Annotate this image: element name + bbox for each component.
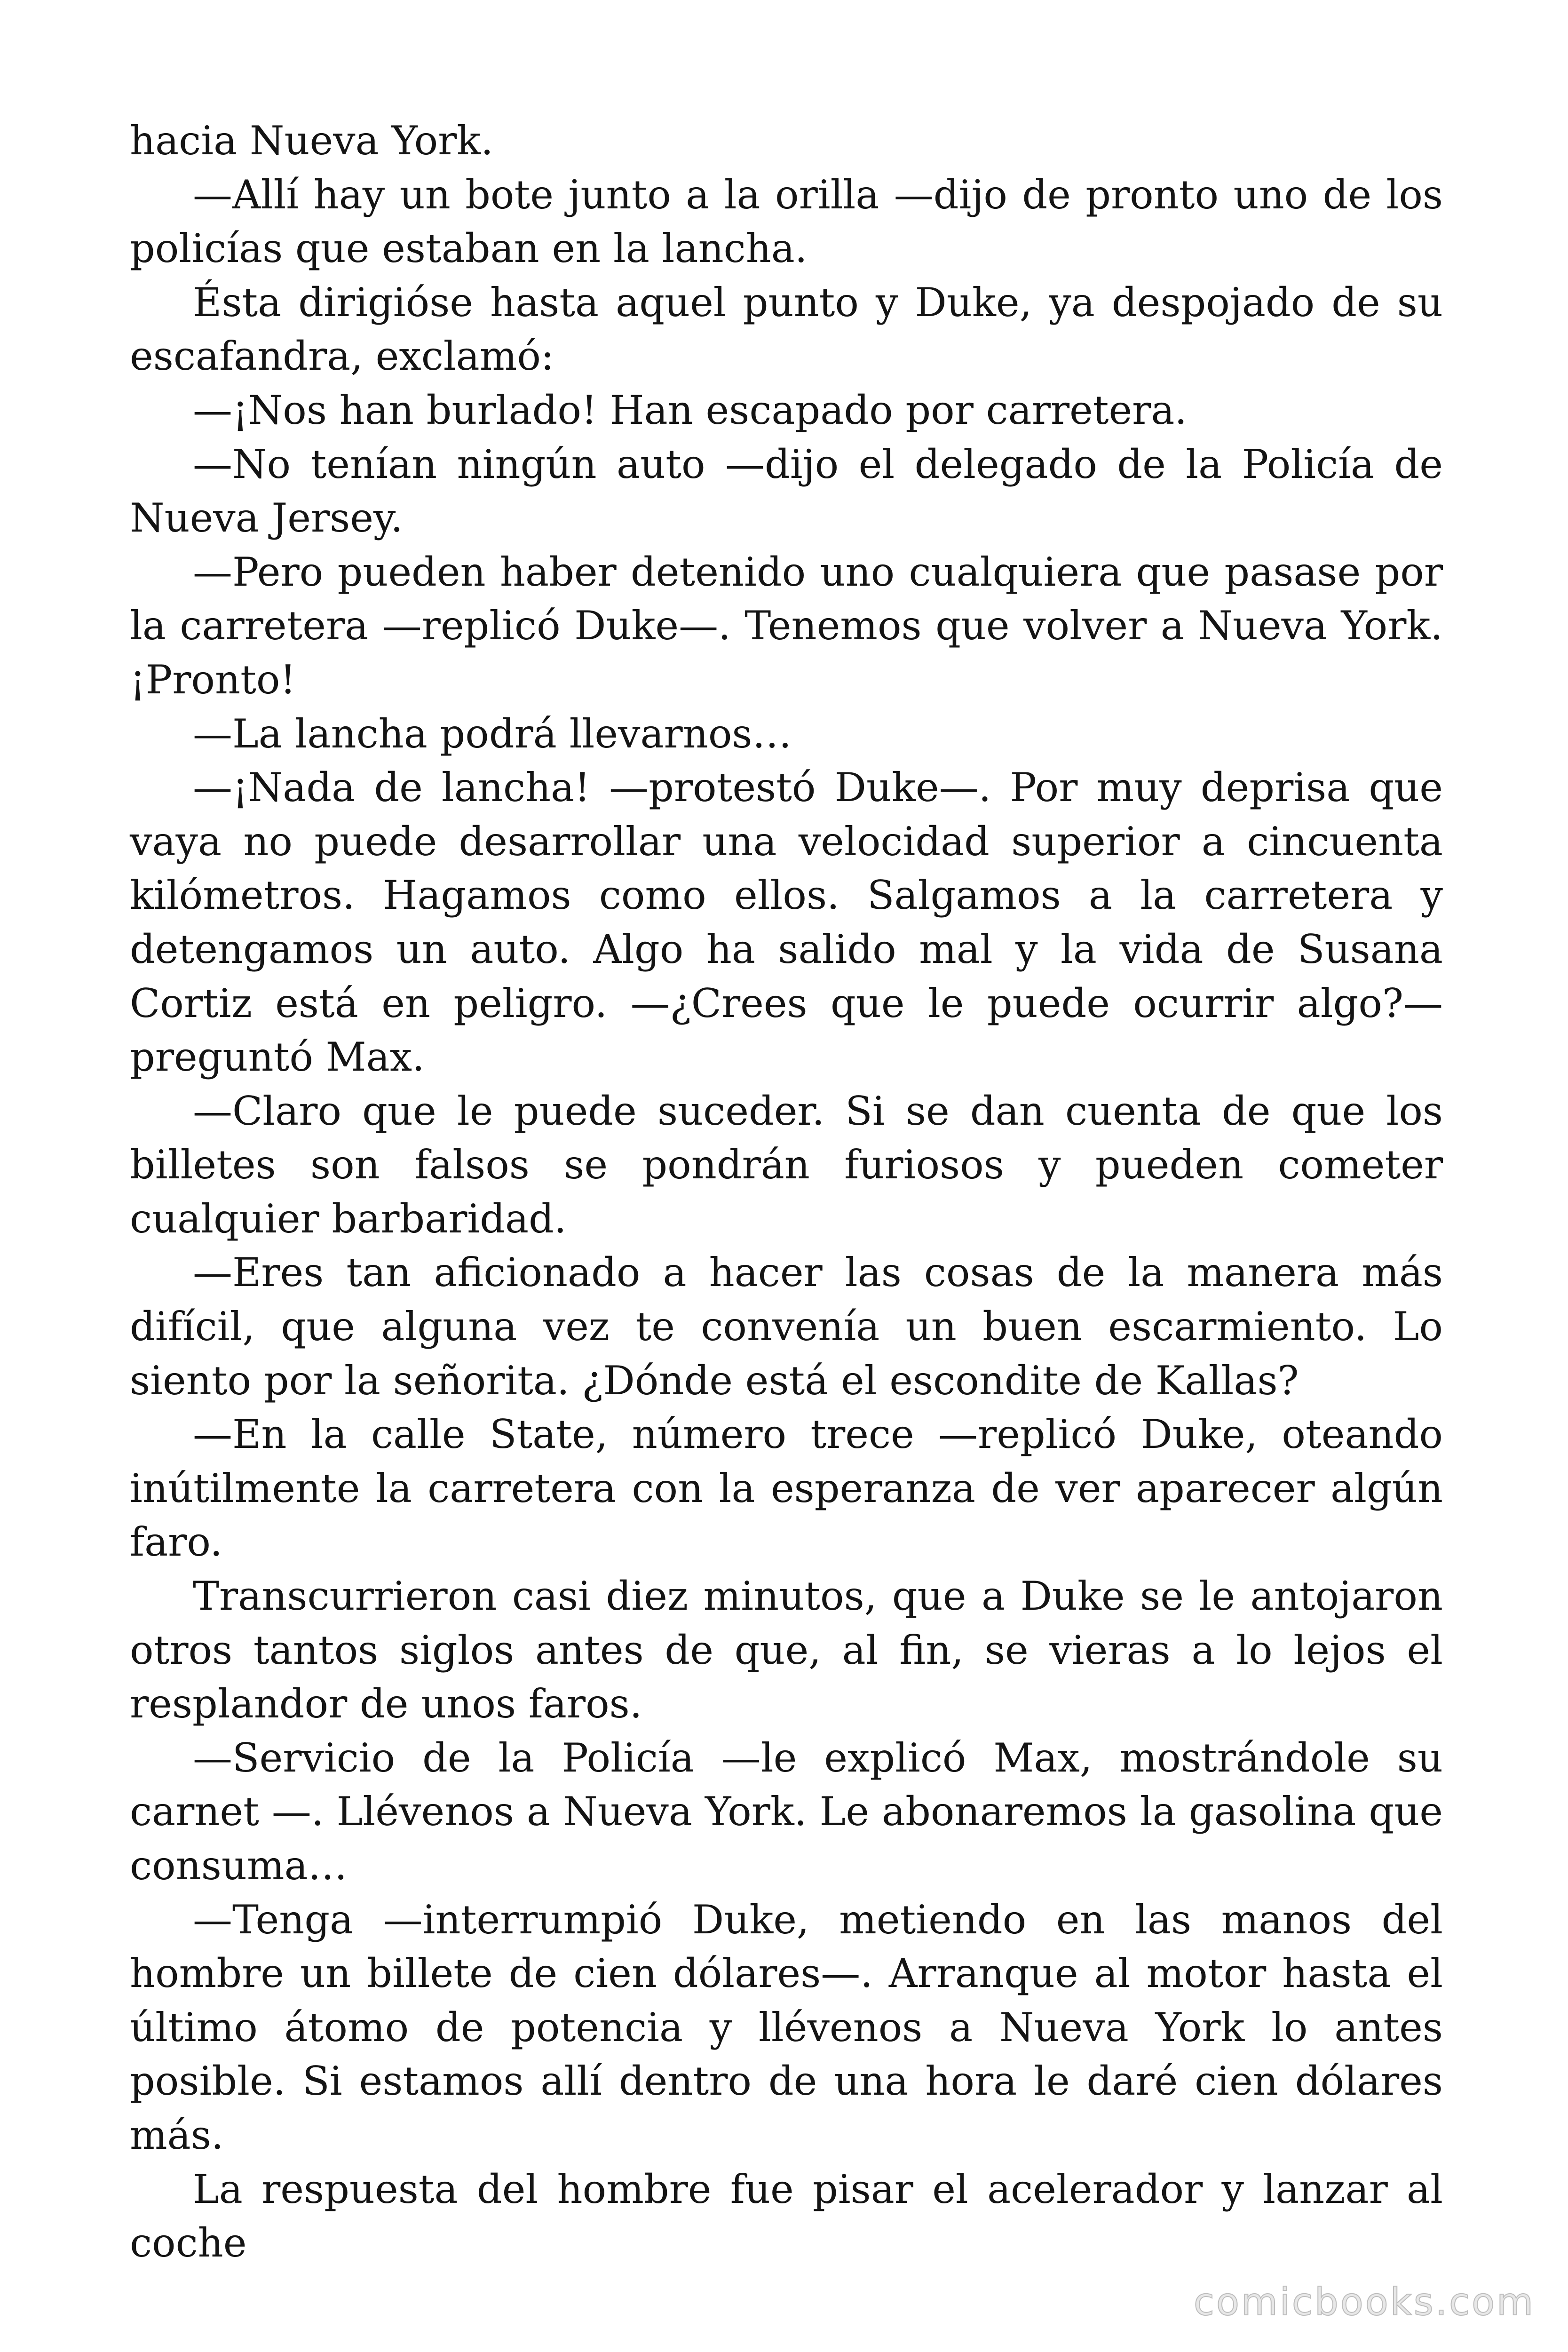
- paragraph: —Pero pueden haber detenido uno cualquiera que pasase por la carretera —replicó Duke—. Tenemos que volver a Nueva York. ¡Pronto!: [130, 548, 1443, 703]
- paragraph: —Eres tan aficionado a hacer las cosas de la manera más difícil, que alguna vez te convenía un buen escarmiento. Lo siento por la señorita. ¿Dónde está el escondite de Kallas?: [130, 1249, 1443, 1404]
- watermark: comicbooks.com: [1193, 2280, 1535, 2324]
- paragraph: —La lancha podrá llevarnos…: [193, 710, 792, 757]
- paragraph: —Allí hay un bote junto a la orilla —dijo de pronto uno de los policías que estaban en la lancha.: [130, 171, 1443, 272]
- paragraph: —No tenían ningún auto —dijo el delegado de la Policía de Nueva Jersey.: [130, 441, 1443, 541]
- paragraph: La respuesta del hombre fue pisar el acelerador y lanzar al coche: [130, 2166, 1443, 2266]
- paragraph: —Tenga —interrumpió Duke, metiendo en las manos del hombre un billete de cien dólares—. Arranque al motor hasta el último átomo de potencia y llévenos a Nueva York lo antes posible. Si estamos allí dentro de una hora le daré cien dólares más.: [130, 1896, 1443, 2158]
- paragraph: Ésta dirigióse hasta aquel punto y Duke, ya despojado de su escafandra, exclamó:: [130, 279, 1443, 380]
- paragraph: Transcurrieron casi diez minutos, que a Duke se le antojaron otros tantos siglos antes de que, al fin, se vieras a lo lejos el resplandor de unos faros.: [130, 1573, 1443, 1727]
- paragraph: —Claro que le puede suceder. Si se dan cuenta de que los billetes son falsos se pondrán furiosos y pueden cometer cualquier barbaridad.: [130, 1088, 1443, 1242]
- page-text: [130, 114, 1443, 2270]
- paragraph: —¡Nos han burlado! Han escapado por carretera.: [193, 387, 1188, 433]
- paragraph: hacia Nueva York.: [130, 118, 493, 164]
- paragraph: —En la calle State, número trece —replicó Duke, oteando inútilmente la carretera con la esperanza de ver aparecer algún faro.: [130, 1411, 1443, 1565]
- paragraph: —Servicio de la Policía —le explicó Max, mostrándole su carnet —. Llévenos a Nueva York. Le abonaremos la gasolina que consuma…: [130, 1734, 1443, 1889]
- paragraph: —¡Nada de lancha! —protestó Duke—. Por muy deprisa que vaya no puede desarrollar una velocidad superior a cincuenta kilómetros. Hagamos como ellos. Salgamos a la carretera y detengamos un auto. Algo ha salido mal y la vida de Susana Cortiz está en peligro. —¿Crees que le puede ocurrir algo?— preguntó Max.: [130, 764, 1443, 1081]
